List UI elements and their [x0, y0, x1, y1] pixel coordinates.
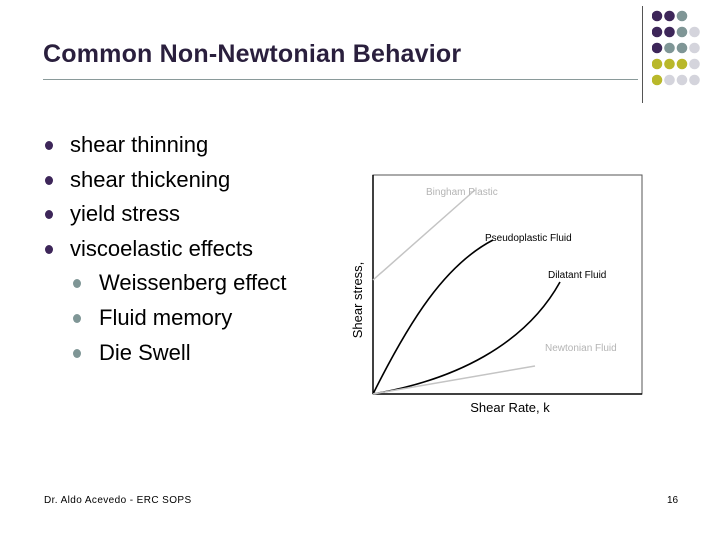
decorative-dot	[664, 11, 675, 22]
bullet-marker	[45, 176, 53, 185]
decorative-dot	[677, 27, 688, 38]
header-divider	[642, 6, 643, 103]
diagram-frame	[373, 175, 642, 394]
y-axis-label: Shear stress,	[350, 261, 365, 339]
page-number: 16	[667, 495, 679, 506]
decorative-dot	[677, 11, 688, 22]
decorative-dot	[677, 59, 688, 70]
decorative-dot	[664, 27, 675, 38]
x-axis-label: Shear Rate, k	[470, 400, 550, 415]
bullet-text: yield stress	[70, 201, 181, 227]
decorative-dot	[689, 27, 700, 38]
decorative-dot	[652, 75, 662, 86]
decorative-dot	[652, 27, 662, 38]
bullet-marker	[45, 141, 53, 150]
title-underline	[43, 79, 638, 80]
bullet-marker	[45, 245, 53, 254]
bingham-plastic-curve	[373, 190, 475, 280]
decorative-dot-grid	[652, 10, 720, 96]
pseudoplastic-label: Pseudoplastic Fluid	[485, 233, 572, 244]
decorative-dot	[652, 43, 662, 54]
decorative-dot	[677, 43, 688, 54]
newtonian-label: Newtonian Fluid	[545, 343, 617, 354]
sub-bullet-marker	[73, 349, 81, 358]
decorative-dot	[677, 75, 688, 86]
rheology-diagram	[345, 170, 645, 420]
pseudoplastic-curve	[373, 240, 493, 394]
sub-bullet-marker	[73, 279, 81, 288]
bullet-marker	[45, 210, 53, 219]
decorative-dot	[689, 59, 700, 70]
sub-bullet-marker	[73, 314, 81, 323]
bingham-plastic-label: Bingham Plastic	[426, 187, 498, 198]
slide-title: Common Non-Newtonian Behavior	[43, 40, 462, 68]
decorative-dot	[652, 59, 662, 70]
decorative-dot	[652, 11, 662, 22]
decorative-dot	[664, 75, 675, 86]
decorative-dot	[664, 43, 675, 54]
dilatant-label: Dilatant Fluid	[548, 270, 607, 281]
decorative-dot	[689, 43, 700, 54]
decorative-dot	[664, 59, 675, 70]
sub-bullet-text: Fluid memory	[99, 304, 233, 330]
sub-bullet-text: Weissenberg effect	[99, 270, 287, 296]
newtonian-curve	[373, 366, 535, 394]
decorative-dot	[689, 75, 700, 86]
footer-author: Dr. Aldo Acevedo - ERC SOPS	[44, 495, 192, 506]
bullet-text: viscoelastic effects	[70, 235, 254, 261]
bullet-text: shear thinning	[70, 132, 209, 157]
sub-bullet-text: Die Swell	[99, 339, 191, 365]
bullet-text: shear thickening	[70, 166, 231, 192]
